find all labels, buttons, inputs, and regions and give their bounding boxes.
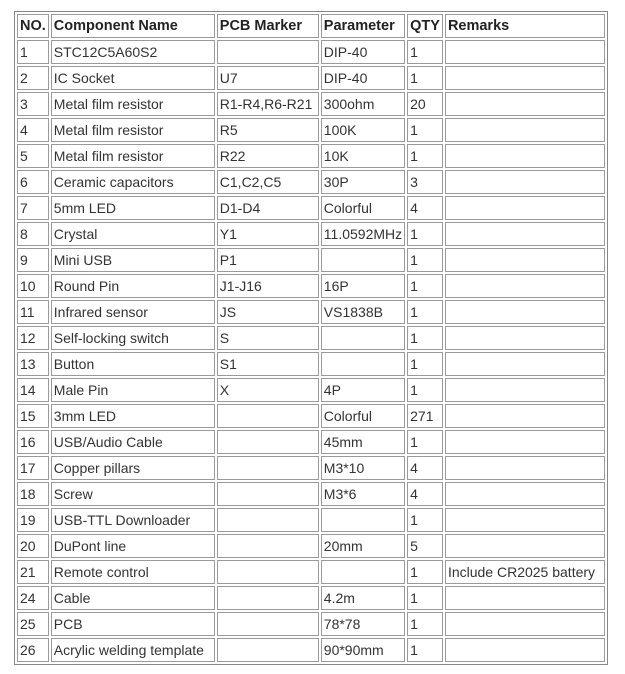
cell-pcb-marker: R1-R4,R6-R21 — [217, 92, 319, 116]
cell-no: 25 — [17, 612, 49, 636]
cell-no: 10 — [17, 274, 49, 298]
header-remarks: Remarks — [445, 14, 605, 38]
cell-parameter: 4P — [321, 378, 405, 402]
cell-parameter: Colorful — [321, 404, 405, 428]
cell-remarks — [445, 430, 605, 454]
cell-pcb-marker — [217, 456, 319, 480]
table-row — [17, 378, 605, 402]
cell-parameter — [321, 248, 405, 272]
cell-qty: 271 — [407, 404, 443, 428]
header-qty: QTY — [407, 14, 443, 38]
cell-component-name: Male Pin — [51, 378, 215, 402]
table-row — [17, 508, 605, 532]
cell-pcb-marker: J1-J16 — [217, 274, 319, 298]
table-row — [17, 248, 605, 272]
cell-pcb-marker — [217, 430, 319, 454]
cell-pcb-marker — [217, 508, 319, 532]
table-row — [17, 404, 605, 428]
bom-table-container — [14, 11, 608, 665]
cell-component-name: Cable — [51, 586, 215, 610]
cell-qty: 5 — [407, 534, 443, 558]
cell-component-name: USB-TTL Downloader — [51, 508, 215, 532]
cell-pcb-marker: U7 — [217, 66, 319, 90]
cell-component-name: Screw — [51, 482, 215, 506]
table-row — [17, 144, 605, 168]
cell-qty: 1 — [407, 586, 443, 610]
cell-qty: 1 — [407, 326, 443, 350]
cell-pcb-marker — [217, 40, 319, 64]
cell-qty: 1 — [407, 352, 443, 376]
cell-no: 7 — [17, 196, 49, 220]
cell-component-name: Infrared sensor — [51, 300, 215, 324]
cell-qty: 4 — [407, 482, 443, 506]
header-component-name: Component Name — [51, 14, 215, 38]
cell-no: 11 — [17, 300, 49, 324]
cell-qty: 1 — [407, 378, 443, 402]
cell-parameter: DIP-40 — [321, 40, 405, 64]
cell-remarks — [445, 66, 605, 90]
header-parameter: Parameter — [321, 14, 405, 38]
cell-pcb-marker: R5 — [217, 118, 319, 142]
table-body — [17, 40, 605, 662]
cell-component-name: IC Socket — [51, 66, 215, 90]
cell-no: 6 — [17, 170, 49, 194]
cell-component-name: Metal film resistor — [51, 92, 215, 116]
table-row — [17, 66, 605, 90]
table-row — [17, 638, 605, 662]
cell-no: 8 — [17, 222, 49, 246]
cell-component-name: DuPont line — [51, 534, 215, 558]
cell-parameter: 10K — [321, 144, 405, 168]
cell-parameter: DIP-40 — [321, 66, 405, 90]
cell-component-name: USB/Audio Cable — [51, 430, 215, 454]
cell-no: 5 — [17, 144, 49, 168]
cell-parameter: VS1838B — [321, 300, 405, 324]
cell-qty: 4 — [407, 196, 443, 220]
table-row — [17, 560, 605, 584]
cell-component-name: Round Pin — [51, 274, 215, 298]
cell-qty: 1 — [407, 508, 443, 532]
cell-pcb-marker: P1 — [217, 248, 319, 272]
cell-no: 3 — [17, 92, 49, 116]
cell-qty: 1 — [407, 274, 443, 298]
cell-component-name: STC12C5A60S2 — [51, 40, 215, 64]
cell-remarks — [445, 196, 605, 220]
cell-parameter: 30P — [321, 170, 405, 194]
cell-no: 14 — [17, 378, 49, 402]
table-row — [17, 586, 605, 610]
cell-parameter: 100K — [321, 118, 405, 142]
table-header-row — [17, 14, 605, 38]
cell-pcb-marker: S — [217, 326, 319, 350]
cell-remarks — [445, 40, 605, 64]
cell-remarks — [445, 508, 605, 532]
cell-remarks — [445, 456, 605, 480]
cell-remarks — [445, 248, 605, 272]
cell-remarks — [445, 534, 605, 558]
table-row — [17, 40, 605, 64]
table-row — [17, 300, 605, 324]
cell-component-name: Ceramic capacitors — [51, 170, 215, 194]
table-row — [17, 170, 605, 194]
cell-qty: 20 — [407, 92, 443, 116]
cell-parameter: Colorful — [321, 196, 405, 220]
cell-pcb-marker — [217, 560, 319, 584]
cell-pcb-marker — [217, 482, 319, 506]
cell-no: 4 — [17, 118, 49, 142]
cell-component-name: 3mm LED — [51, 404, 215, 428]
cell-parameter — [321, 326, 405, 350]
cell-pcb-marker: Y1 — [217, 222, 319, 246]
cell-remarks — [445, 118, 605, 142]
cell-remarks — [445, 404, 605, 428]
cell-qty: 1 — [407, 638, 443, 662]
cell-qty: 1 — [407, 560, 443, 584]
cell-pcb-marker — [217, 534, 319, 558]
table-row — [17, 482, 605, 506]
cell-component-name: 5mm LED — [51, 196, 215, 220]
cell-parameter: M3*10 — [321, 456, 405, 480]
cell-parameter: 45mm — [321, 430, 405, 454]
header-no: NO. — [17, 14, 49, 38]
cell-component-name: Crystal — [51, 222, 215, 246]
table-row — [17, 430, 605, 454]
table-row — [17, 196, 605, 220]
cell-component-name: PCB — [51, 612, 215, 636]
bill-of-materials-table — [14, 11, 608, 665]
cell-pcb-marker: R22 — [217, 144, 319, 168]
cell-parameter: 20mm — [321, 534, 405, 558]
cell-remarks — [445, 170, 605, 194]
cell-qty: 1 — [407, 300, 443, 324]
cell-no: 16 — [17, 430, 49, 454]
cell-no: 12 — [17, 326, 49, 350]
cell-no: 19 — [17, 508, 49, 532]
cell-component-name: Metal film resistor — [51, 118, 215, 142]
cell-parameter — [321, 352, 405, 376]
cell-pcb-marker: S1 — [217, 352, 319, 376]
cell-remarks — [445, 586, 605, 610]
cell-remarks — [445, 638, 605, 662]
cell-no: 24 — [17, 586, 49, 610]
cell-no: 21 — [17, 560, 49, 584]
cell-qty: 4 — [407, 456, 443, 480]
cell-no: 2 — [17, 66, 49, 90]
table-row — [17, 118, 605, 142]
cell-pcb-marker — [217, 638, 319, 662]
cell-remarks — [445, 92, 605, 116]
cell-qty: 1 — [407, 222, 443, 246]
cell-remarks — [445, 222, 605, 246]
cell-parameter: 4.2m — [321, 586, 405, 610]
cell-pcb-marker: D1-D4 — [217, 196, 319, 220]
cell-qty: 1 — [407, 118, 443, 142]
cell-parameter — [321, 560, 405, 584]
cell-parameter: 16P — [321, 274, 405, 298]
cell-no: 20 — [17, 534, 49, 558]
cell-remarks — [445, 326, 605, 350]
cell-no: 15 — [17, 404, 49, 428]
table-row — [17, 222, 605, 246]
cell-remarks — [445, 274, 605, 298]
cell-remarks — [445, 352, 605, 376]
cell-no: 9 — [17, 248, 49, 272]
cell-qty: 1 — [407, 612, 443, 636]
cell-component-name: Mini USB — [51, 248, 215, 272]
table-row — [17, 326, 605, 350]
cell-pcb-marker: X — [217, 378, 319, 402]
cell-qty: 1 — [407, 430, 443, 454]
cell-remarks — [445, 300, 605, 324]
cell-pcb-marker — [217, 404, 319, 428]
table-row — [17, 612, 605, 636]
cell-pcb-marker — [217, 612, 319, 636]
cell-remarks — [445, 612, 605, 636]
table-row — [17, 274, 605, 298]
cell-parameter: 11.0592MHz — [321, 222, 405, 246]
cell-no: 18 — [17, 482, 49, 506]
cell-remarks — [445, 144, 605, 168]
cell-component-name: Acrylic welding template — [51, 638, 215, 662]
cell-component-name: Copper pillars — [51, 456, 215, 480]
table-row — [17, 456, 605, 480]
cell-remarks — [445, 482, 605, 506]
cell-parameter: 300ohm — [321, 92, 405, 116]
table-row — [17, 352, 605, 376]
cell-component-name: Remote control — [51, 560, 215, 584]
cell-component-name: Button — [51, 352, 215, 376]
table-row — [17, 534, 605, 558]
cell-parameter: M3*6 — [321, 482, 405, 506]
cell-parameter: 90*90mm — [321, 638, 405, 662]
cell-qty: 1 — [407, 144, 443, 168]
table-row — [17, 92, 605, 116]
cell-component-name: Metal film resistor — [51, 144, 215, 168]
cell-parameter: 78*78 — [321, 612, 405, 636]
cell-no: 13 — [17, 352, 49, 376]
cell-qty: 1 — [407, 66, 443, 90]
cell-no: 1 — [17, 40, 49, 64]
cell-qty: 1 — [407, 40, 443, 64]
cell-no: 26 — [17, 638, 49, 662]
cell-remarks: Include CR2025 battery — [445, 560, 605, 584]
cell-remarks — [445, 378, 605, 402]
cell-qty: 3 — [407, 170, 443, 194]
header-pcb-marker: PCB Marker — [217, 14, 319, 38]
cell-component-name: Self-locking switch — [51, 326, 215, 350]
cell-pcb-marker: JS — [217, 300, 319, 324]
cell-pcb-marker — [217, 586, 319, 610]
cell-parameter — [321, 508, 405, 532]
cell-pcb-marker: C1,C2,C5 — [217, 170, 319, 194]
cell-no: 17 — [17, 456, 49, 480]
cell-qty: 1 — [407, 248, 443, 272]
